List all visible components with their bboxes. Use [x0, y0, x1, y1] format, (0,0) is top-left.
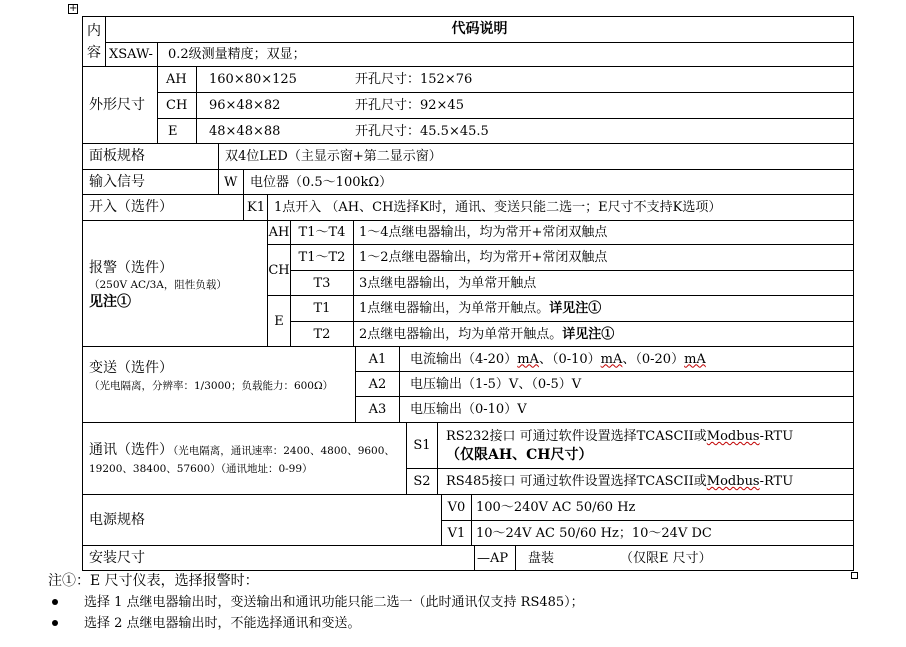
comm-desc-0 [437, 422, 854, 469]
alarm-desc-3 [353, 295, 854, 322]
size-cut-e: 开孔尺寸：45.5×45.5 [355, 123, 489, 139]
switch-desc-cell [267, 194, 854, 221]
install-code-cell [474, 545, 516, 571]
size-desc-ah [196, 66, 854, 93]
transmit-code-2-text: A3 [368, 402, 387, 417]
input-code: W [224, 174, 238, 190]
panel-desc-cell [218, 143, 854, 170]
size-dims-ch: 96×48×82 [209, 98, 281, 113]
content-label: 内容 [87, 22, 101, 61]
transmit-desc-0-p1: 电流输出（4-20） [410, 351, 518, 367]
transmit-desc-0 [399, 346, 854, 372]
alarm-note-3: 详见注① [549, 301, 602, 316]
model-code-cell [105, 42, 158, 67]
power-code-0-text: V0 [447, 500, 466, 515]
install-code: —AP [477, 550, 509, 566]
table-resize-handle-icon[interactable] [851, 572, 858, 579]
comm-desc-0-line [446, 428, 853, 446]
panel-label-cell [82, 143, 219, 170]
install-limit: （仅限E 尺寸） [620, 550, 712, 566]
comm-desc-1 [437, 468, 854, 495]
alarm-group-ah-text: AH [268, 225, 290, 240]
power-desc-0 [471, 494, 854, 521]
comm-code-1 [406, 468, 438, 495]
alarm-code-1-text: T1～T2 [298, 250, 346, 265]
alarm-code-2-text: T3 [313, 275, 331, 291]
note-item-0: 选择 1 点继电器输出时，变送输出和通讯功能只能二选一（此时通讯仅支持 RS485）； [84, 595, 584, 610]
switch-code: K1 [247, 200, 265, 215]
alarm-note: 见注① [89, 294, 131, 310]
transmit-desc-2 [399, 396, 854, 423]
transmit-label-cell [82, 346, 356, 423]
note-title: 注①：E 尺寸仪表，选择报警时： [48, 573, 259, 589]
alarm-desc-3-text: 1点继电器输出，为单常开触点。 [359, 301, 550, 316]
comm-label: 通讯（选件） [89, 442, 173, 458]
input-desc: 电位器（0.5～100kΩ） [250, 174, 393, 190]
power-code-1 [441, 520, 472, 546]
alarm-code-2 [290, 270, 354, 296]
transmit-code-1-text: A2 [368, 376, 387, 392]
size-code-ch-text: CH [166, 98, 188, 113]
size-cut-ch: 开孔尺寸：92×45 [355, 98, 464, 113]
alarm-sub: （250V AC/3A，阻性负载） [89, 279, 227, 291]
model-desc-cell [157, 42, 854, 67]
size-dims-ah: 160×80×125 [209, 72, 297, 87]
input-code-cell [218, 169, 244, 195]
alarm-group-e [267, 295, 291, 347]
alarm-group-ch-text: CH [268, 262, 290, 278]
bullet-icon [52, 620, 58, 626]
alarm-code-1 [290, 244, 354, 271]
alarm-desc-0 [353, 220, 854, 245]
transmit-code-0-text: A1 [368, 351, 387, 367]
comm-desc-0-text: RS232接口 可通过软件设置选择TCASCII或 [446, 429, 707, 444]
transmit-code-2 [355, 396, 400, 423]
install-desc-cell [515, 545, 854, 571]
switch-code-cell [243, 194, 268, 221]
comm-brand-0: Modbus [706, 429, 760, 444]
transmit-unit-2: mA [600, 351, 623, 367]
transmit-desc-0-p2: 、（0-10） [538, 351, 601, 367]
size-desc-e [196, 118, 854, 144]
bullet-icon [52, 599, 58, 605]
model-code: XSAW- [109, 47, 153, 62]
power-code-0 [441, 494, 472, 521]
power-label-cell [82, 494, 442, 546]
size-code-e [157, 118, 197, 144]
alarm-desc-4-text: 2点继电器输出，均为单常开触点。 [359, 326, 563, 342]
transmit-label: 变送（选件） [89, 360, 173, 376]
input-label-cell [82, 169, 219, 195]
size-code-ah [157, 66, 197, 93]
power-desc-1 [471, 520, 854, 546]
alarm-desc-0-text: 1～4点继电器输出，均为常开+常闭双触点 [359, 225, 608, 240]
size-label: 外形尺寸 [89, 96, 145, 113]
table-title: 代码说明 [451, 21, 508, 37]
panel-label: 面板规格 [89, 148, 145, 164]
size-desc-ch [196, 92, 854, 119]
transmit-code-0 [355, 346, 400, 372]
table-title-cell [105, 16, 854, 43]
note-item-1: 选择 2 点继电器输出时，不能选择通讯和变送。 [84, 616, 361, 631]
comm-code-1-text: S2 [413, 474, 431, 489]
transmit-desc-0-p3: 、（0-20） [622, 351, 685, 367]
content-label-cell [82, 16, 106, 67]
power-code-1-text: V1 [447, 525, 466, 541]
alarm-group-ah [267, 220, 291, 245]
alarm-group-e-text: E [274, 313, 284, 329]
size-code-ch [157, 92, 197, 119]
transmit-unit-3: mA [684, 351, 706, 367]
alarm-group-ch [267, 244, 291, 296]
size-code-ah-text: AH [166, 72, 187, 87]
size-label-cell [82, 66, 158, 144]
comm-extra-0: （仅限AH、CH尺寸） [446, 447, 593, 463]
alarm-note-4: 详见注① [562, 326, 615, 342]
transmit-unit-1: mA [517, 351, 539, 367]
transmit-desc-2-text: 电压输出（0-10）V [410, 402, 527, 417]
alarm-label: 报警（选件） [89, 260, 173, 276]
power-desc-1-text: 10～24V AC 50/60 Hz；10～24V DC [476, 525, 712, 541]
table-move-handle-icon[interactable]: + [69, 3, 78, 14]
install-desc: 盘装 [528, 550, 555, 566]
transmit-sub: （光电隔离，分辨率：1/3000；负载能力：600Ω） [89, 380, 334, 392]
alarm-label-cell [82, 220, 268, 347]
comm-desc-1-text: RS485接口 可通过软件设置选择TCASCII或 [446, 474, 707, 489]
alarm-desc-1-text: 1～2点继电器输出，均为常开+常闭双触点 [359, 250, 608, 265]
transmit-code-1 [355, 371, 400, 397]
power-label: 电源规格 [89, 511, 145, 528]
comm-sub: （光电隔离，通讯速率：2400、4800、9600、19200、38400、57600）（通讯地址：0-99） [89, 445, 395, 475]
switch-desc: 1点开入 （AH、CH选择K时，通讯、变送只能二选一；E尺寸不支持K选项） [274, 200, 722, 215]
comm-brand-1: Modbus [706, 474, 760, 489]
input-label: 输入信号 [89, 173, 145, 190]
panel-desc: 双4位LED（主显示窗+第二显示窗） [225, 149, 442, 164]
transmit-desc-1-text: 电压输出（1-5）V、（0-5）V [410, 376, 582, 392]
alarm-code-3-text: T1 [313, 301, 331, 316]
power-desc-0-text: 100～240V AC 50/60 Hz [476, 500, 636, 515]
alarm-desc-4 [353, 321, 854, 347]
alarm-code-0-text: T1～T4 [298, 225, 346, 240]
alarm-desc-1 [353, 244, 854, 271]
model-desc: 0.2级测量精度；双显； [168, 47, 306, 62]
alarm-code-4-text: T2 [313, 326, 331, 342]
alarm-code-4 [290, 321, 354, 347]
input-desc-cell [243, 169, 854, 195]
switch-label-cell [82, 194, 244, 221]
comm-tail-0: -RTU [759, 429, 794, 444]
install-label-cell [82, 545, 475, 571]
alarm-code-3 [290, 295, 354, 322]
size-code-e-text: E [168, 123, 178, 139]
size-cut-ah: 开孔尺寸：152×76 [355, 72, 473, 87]
switch-label: 开入（选件） [89, 199, 173, 215]
comm-label-cell [82, 422, 407, 495]
install-label: 安装尺寸 [89, 549, 145, 566]
alarm-desc-2 [353, 270, 854, 296]
comm-code-0 [406, 422, 438, 469]
alarm-desc-2-text: 3点继电器输出，为单常开触点 [359, 275, 537, 291]
comm-tail-1: -RTU [759, 474, 794, 489]
transmit-desc-1 [399, 371, 854, 397]
size-dims-e: 48×48×88 [209, 123, 281, 139]
comm-code-0-text: S1 [413, 438, 431, 453]
alarm-code-0 [290, 220, 354, 245]
